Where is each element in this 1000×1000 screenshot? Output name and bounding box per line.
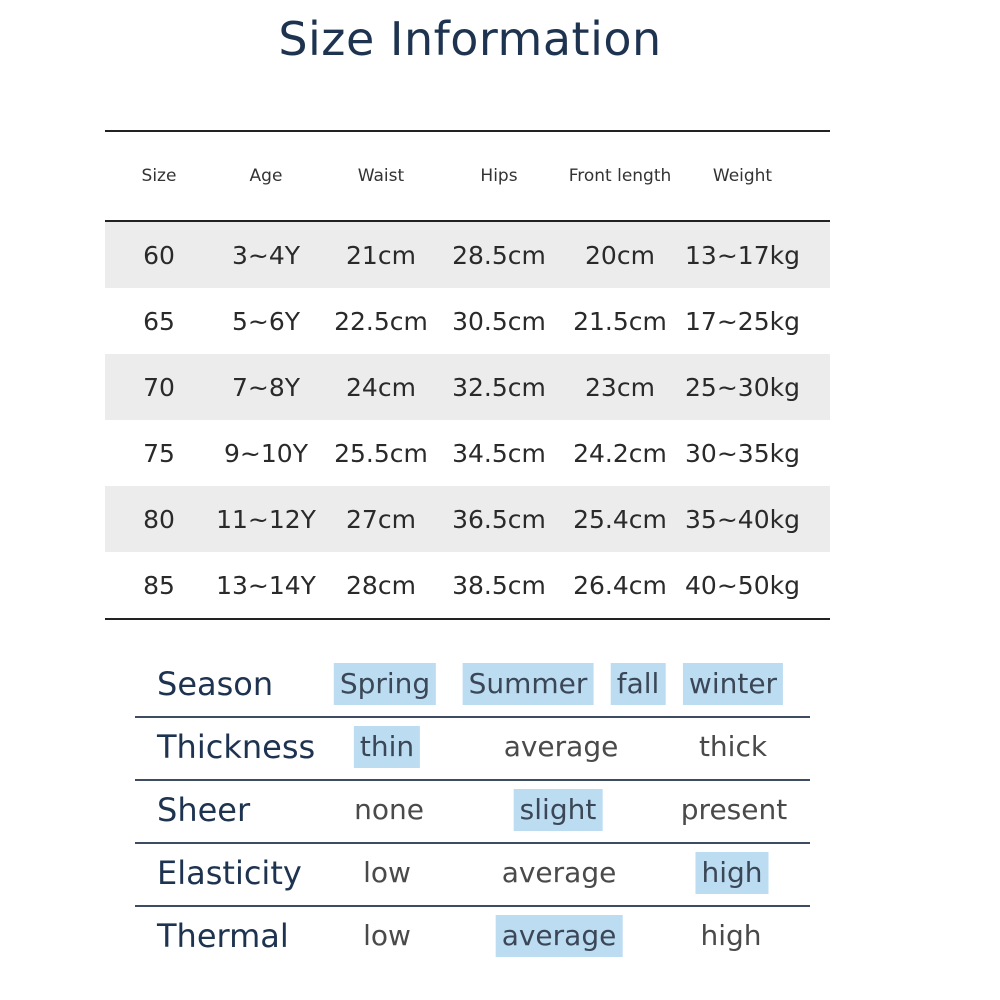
season-option-winter: winter <box>683 663 783 705</box>
size-table <box>105 130 830 620</box>
attr-label: Season <box>157 665 274 703</box>
thermal-option-high: high <box>700 919 762 952</box>
table-row <box>105 354 830 420</box>
cell-weight: 25~30kg <box>685 372 800 402</box>
cell-size: 70 <box>143 372 175 402</box>
sheer-option-none: none <box>354 793 424 826</box>
table-bottom-rule <box>105 618 830 620</box>
cell-waist: 25.5cm <box>334 438 428 468</box>
cell-weight: 13~17kg <box>685 240 800 270</box>
thickness-option-average: average <box>503 730 619 763</box>
cell-front-length: 21.5cm <box>573 306 667 336</box>
cell-age: 3~4Y <box>231 240 301 270</box>
cell-age: 9~10Y <box>224 438 308 468</box>
elasticity-option-average: average <box>501 856 617 889</box>
attr-label: Thickness <box>157 728 316 766</box>
season-option-spring: Spring <box>334 663 436 705</box>
season-option-summer: Summer <box>463 663 594 705</box>
attr-row-season <box>135 655 810 718</box>
cell-waist: 24cm <box>346 372 416 402</box>
cell-waist: 21cm <box>346 240 416 270</box>
header-age: Age <box>249 166 283 186</box>
attr-label: Sheer <box>157 791 251 829</box>
fabric-attributes <box>135 655 810 968</box>
cell-hips: 34.5cm <box>452 438 546 468</box>
cell-weight: 30~35kg <box>685 438 800 468</box>
attr-label: Thermal <box>157 917 289 955</box>
header-hips: Hips <box>480 166 518 186</box>
sheer-option-present: present <box>680 793 788 826</box>
header-weight: Weight <box>712 166 773 186</box>
thermal-option-average: average <box>496 915 623 957</box>
sheer-option-slight: slight <box>514 789 603 831</box>
attr-row-elasticity <box>135 844 810 907</box>
table-row <box>105 552 830 618</box>
cell-age: 11~12Y <box>216 504 316 534</box>
table-row <box>105 288 830 354</box>
header-front-length: Front length <box>568 166 672 186</box>
thickness-option-thick: thick <box>698 730 768 763</box>
cell-waist: 22.5cm <box>334 306 428 336</box>
cell-hips: 36.5cm <box>452 504 546 534</box>
table-row <box>105 222 830 288</box>
thermal-option-low: low <box>363 919 411 952</box>
cell-size: 75 <box>143 438 175 468</box>
attr-row-thickness <box>135 718 810 781</box>
cell-hips: 28.5cm <box>452 240 546 270</box>
season-option-fall: fall <box>611 663 666 705</box>
attr-row-sheer <box>135 781 810 844</box>
cell-front-length: 24.2cm <box>573 438 667 468</box>
attr-row-thermal <box>135 907 810 968</box>
cell-weight: 35~40kg <box>685 504 800 534</box>
elasticity-option-low: low <box>363 856 411 889</box>
cell-age: 7~8Y <box>231 372 301 402</box>
cell-waist: 27cm <box>346 504 416 534</box>
cell-hips: 32.5cm <box>452 372 546 402</box>
cell-weight: 40~50kg <box>685 570 800 600</box>
table-row <box>105 420 830 486</box>
table-header <box>105 132 830 220</box>
cell-waist: 28cm <box>346 570 416 600</box>
cell-front-length: 20cm <box>585 240 655 270</box>
attr-label: Elasticity <box>157 854 302 892</box>
cell-weight: 17~25kg <box>685 306 800 336</box>
cell-size: 85 <box>143 570 175 600</box>
header-waist: Waist <box>357 166 405 186</box>
cell-front-length: 23cm <box>585 372 655 402</box>
cell-hips: 38.5cm <box>452 570 546 600</box>
cell-front-length: 25.4cm <box>573 504 667 534</box>
header-size: Size <box>141 166 177 186</box>
elasticity-option-high: high <box>695 852 768 894</box>
cell-size: 65 <box>143 306 175 336</box>
cell-hips: 30.5cm <box>452 306 546 336</box>
cell-size: 80 <box>143 504 175 534</box>
cell-age: 13~14Y <box>216 570 316 600</box>
table-row <box>105 486 830 552</box>
page-title: Size Information <box>278 12 662 66</box>
cell-age: 5~6Y <box>231 306 301 336</box>
cell-size: 60 <box>143 240 175 270</box>
cell-front-length: 26.4cm <box>573 570 667 600</box>
thickness-option-thin: thin <box>354 726 420 768</box>
